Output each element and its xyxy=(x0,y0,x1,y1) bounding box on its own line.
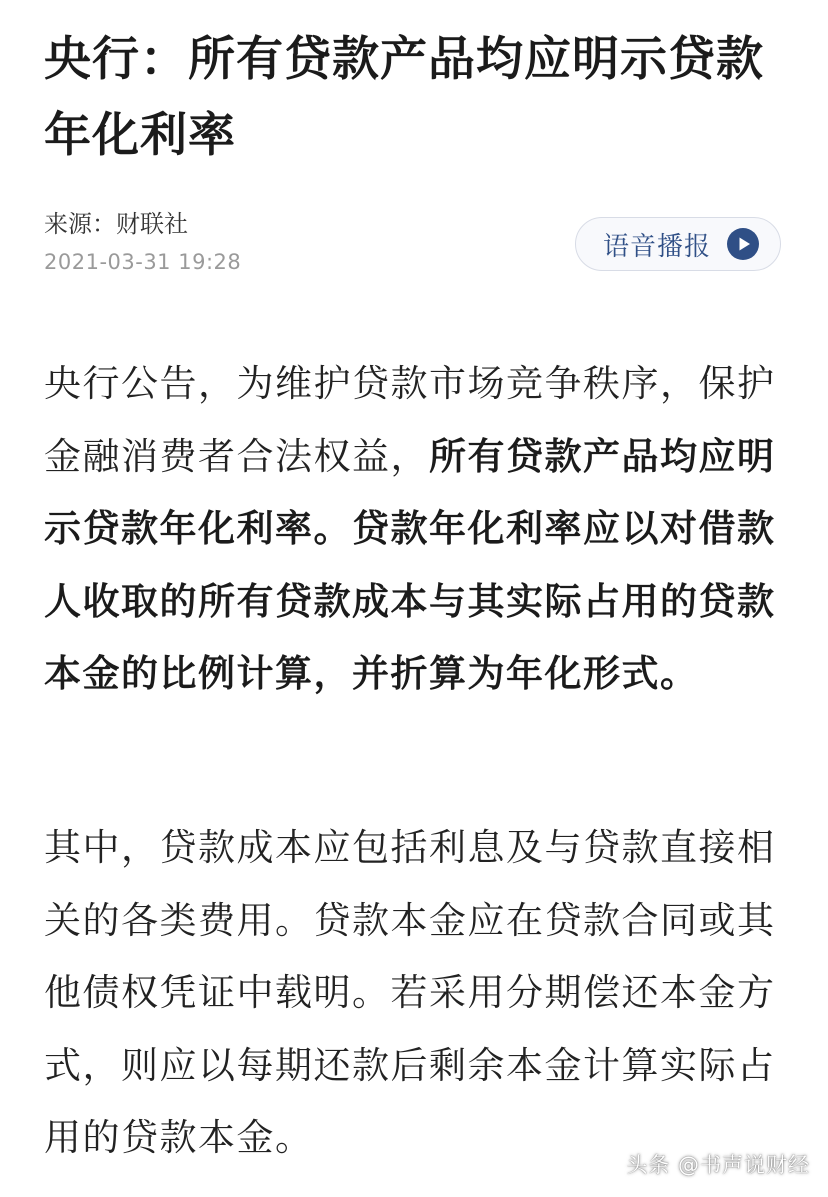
article-title: 央行：所有贷款产品均应明示贷款年化利率 xyxy=(44,32,764,163)
article-paragraph-2: 其中，贷款成本应包括利息及与贷款直接相关的各类费用。贷款本金应在贷款合同或其他债权凭证中载明。若采用分期偿还本金方式，则应以每期还款后剩余本金计算实际占用的贷款本金。 xyxy=(44,826,776,1159)
article-source[interactable]: 来源：财联社 xyxy=(44,210,188,238)
audio-play-button[interactable] xyxy=(575,217,781,271)
article-datetime: 2021-03-31 19:28 xyxy=(44,250,242,274)
paragraph-1-bold-text: 所有贷款产品均应明示贷款年化利率。贷款年化利率应以对借款人收取的所有贷款成本与其实际占用的贷款本金的比例计算，并折算为年化形式。 xyxy=(44,434,776,695)
article-paragraph-1 xyxy=(44,348,784,711)
audio-play-label: 语音播报 xyxy=(603,231,712,262)
play-circle-icon xyxy=(727,228,759,260)
paragraph-1-text: 央行公告，为维护贷款市场竞争秩序，保护金融消费者合法权益， xyxy=(44,362,776,478)
watermark: 头条 @书声说财经 xyxy=(626,1153,810,1177)
article-meta xyxy=(44,206,241,278)
